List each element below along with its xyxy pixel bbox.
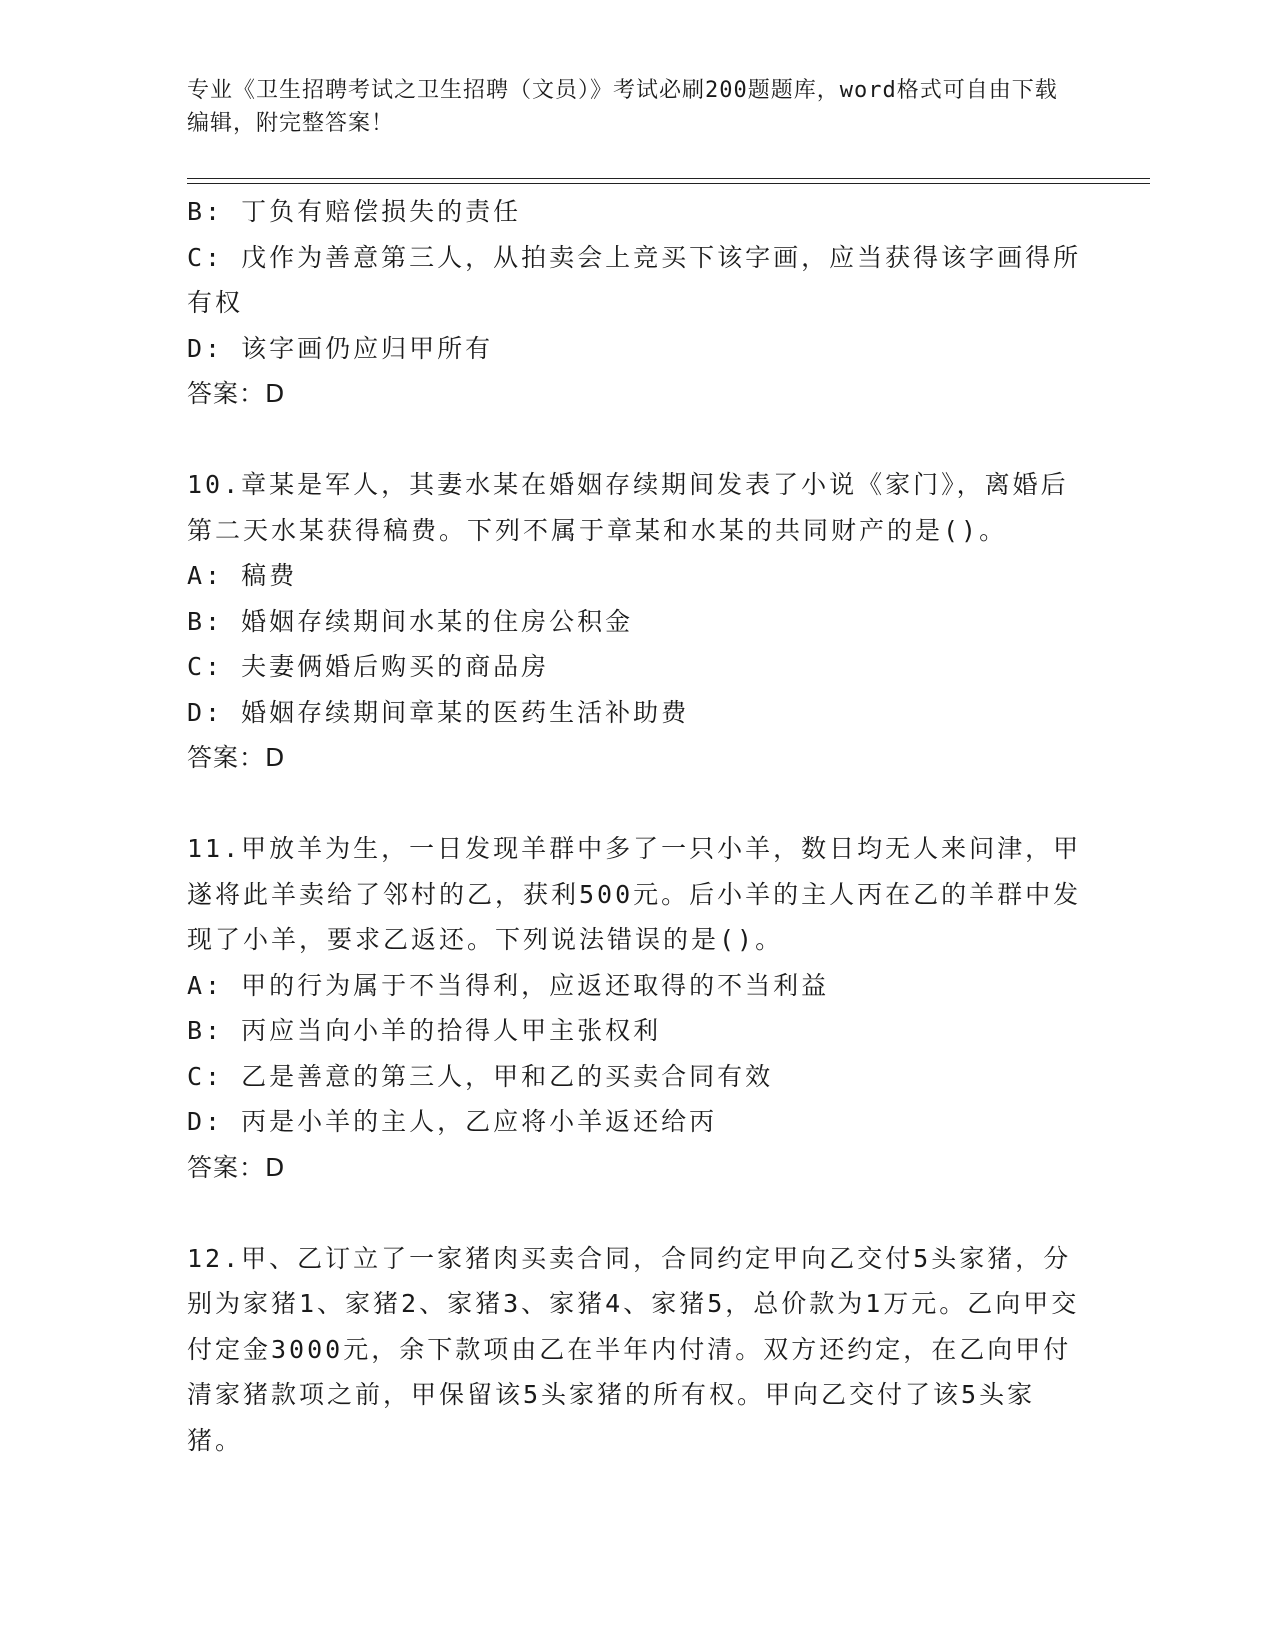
- question-9: [187, 189, 1087, 417]
- option-d: D: 婚姻存续期间章某的医药生活补助费: [187, 697, 690, 727]
- option-c: C: 乙是善意的第三人，甲和乙的买卖合同有效: [187, 1061, 774, 1091]
- spacer: [187, 1190, 1087, 1236]
- option-a: A: 甲的行为属于不当得利，应返还取得的不当利益: [187, 970, 830, 1000]
- spacer: [187, 781, 1087, 827]
- question-stem: 10.章某是军人，其妻水某在婚姻存续期间发表了小说《家门》，离婚后第二天水某获得稿费。下列不属于章某和水某的共同财产的是()。: [187, 470, 1069, 545]
- option-b: B: 丙应当向小羊的拾得人甲主张权利: [187, 1016, 662, 1045]
- question-12: [187, 1236, 1087, 1464]
- header-rule-top: [187, 178, 1150, 179]
- option-c: C: 夫妻俩婚后购买的商品房: [187, 652, 550, 681]
- question-10: [187, 462, 1087, 781]
- option-a: A: 稿费: [187, 561, 298, 590]
- option-d: D: 该字画仍应归甲所有: [187, 333, 494, 363]
- option-b: B: 婚姻存续期间水某的住房公积金: [187, 606, 634, 636]
- spacer: [187, 417, 1087, 463]
- answer: 答案：D: [187, 1152, 286, 1182]
- question-stem: 11.甲放羊为生，一日发现羊群中多了一只小羊，数日均无人来问津，甲遂将此羊卖给了邻村的乙，获利500元。后小羊的主人丙在乙的羊群中发现了小羊，要求乙返还。下列说法错误的是()。: [187, 834, 1082, 954]
- answer: 答案：D: [187, 379, 286, 408]
- document-header: 专业《卫生招聘考试之卫生招聘（文员）》考试必刷200题题库，word格式可自由下载编辑，附完整答案！: [187, 78, 1058, 136]
- question-11: [187, 826, 1087, 1190]
- option-d: D: 丙是小羊的主人，乙应将小羊返还给丙: [187, 1107, 718, 1136]
- answer: 答案：D: [187, 743, 286, 772]
- question-content: [187, 189, 1087, 1463]
- header-rule-bottom: [187, 183, 1150, 184]
- option-b: B: 丁负有赔偿损失的责任: [187, 197, 522, 226]
- question-stem: 12.甲、乙订立了一家猪肉买卖合同，合同约定甲向乙交付5头家猪，分别为家猪1、家猪2、家猪3、家猪4、家猪5，总价款为1万元。乙向甲交付定金3000元，余下款项由乙在半年内付清。双方还约定，在乙向甲付清家猪款项之前，甲保留该5头家猪的所有权。甲向乙交付了该5头家猪。: [187, 1243, 1080, 1455]
- option-c: C: 戊作为善意第三人，从拍卖会上竞买下该字画，应当获得该字画得所有权: [187, 242, 1082, 317]
